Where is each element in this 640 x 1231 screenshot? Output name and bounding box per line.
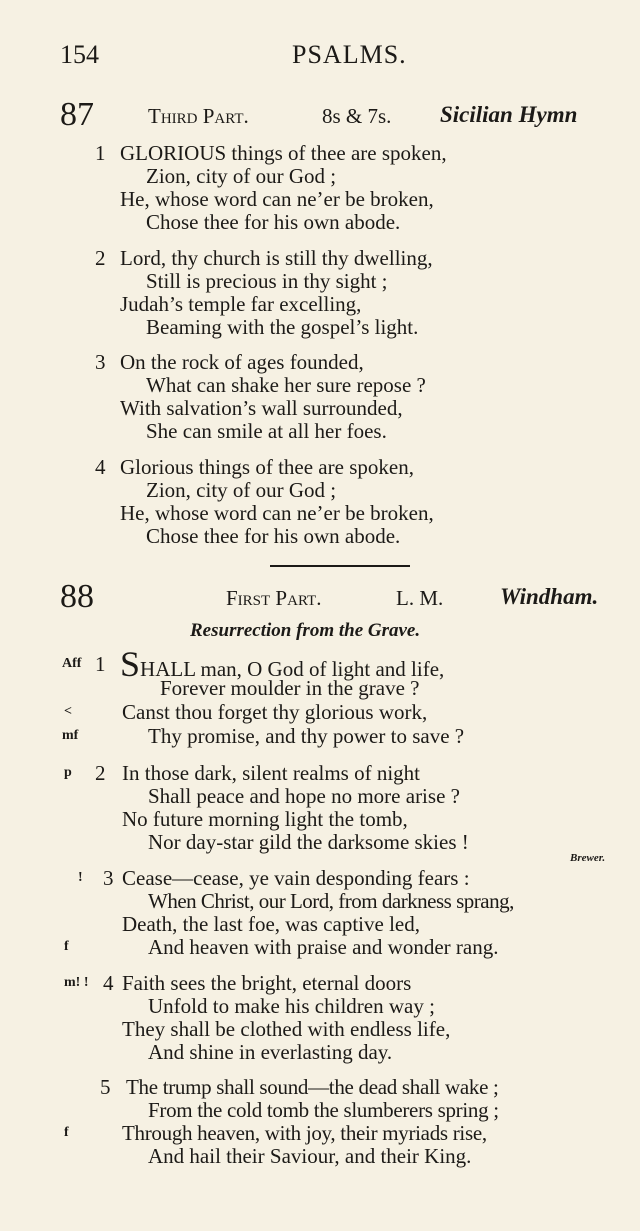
verse-line: They shall be clothed with endless life, <box>122 1017 451 1041</box>
page-number: 154 <box>60 40 99 69</box>
dynamic-mark: mf <box>62 728 79 743</box>
hymn-subtitle: Resurrection from the Grave. <box>190 620 421 641</box>
verse-line: Still is precious in thy sight ; <box>146 269 388 293</box>
verse-line: On the rock of ages founded, <box>120 350 364 374</box>
verse-line: When Christ, our Lord, from darkness sprang, <box>148 889 514 913</box>
verse-line: Shall peace and hope no more arise ? <box>148 784 460 808</box>
verse-number: 3 <box>103 866 114 890</box>
page-title: PSALMS. <box>292 40 407 69</box>
verse-line: Lord, thy church is still thy dwelling, <box>120 246 433 270</box>
dynamic-mark: Aff <box>62 656 82 671</box>
verse-line-text: HALL man, O God of light and life, <box>140 657 445 681</box>
hymn-divider <box>270 565 410 567</box>
verse-line: Canst thou forget thy glorious work, <box>122 700 428 724</box>
verse-number: 2 <box>95 761 106 785</box>
verse-line: No future morning light the tomb, <box>122 807 408 831</box>
verse-number: 2 <box>95 246 106 270</box>
verse-line: Zion, city of our God ; <box>146 164 337 188</box>
hymn-88-heading <box>60 578 620 614</box>
verse-line: Nor day-star gild the darksome skies ! <box>148 830 469 854</box>
verse-number: 4 <box>103 971 114 995</box>
verse-number: 1 <box>95 652 106 676</box>
verse-line: She can smile at all her foes. <box>146 419 387 443</box>
verse-number: 3 <box>95 350 106 374</box>
verse-line: What can shake her sure repose ? <box>146 373 426 397</box>
dynamic-mark: m! ! <box>64 975 89 990</box>
verse-line: Forever moulder in the grave ? <box>160 676 420 700</box>
dynamic-mark: < <box>64 704 72 719</box>
hymn-87-heading <box>60 96 620 132</box>
verse-line: He, whose word can ne’er be broken, <box>120 501 434 525</box>
dynamic-mark: ! <box>78 870 83 885</box>
verse-line: Thy promise, and thy power to save ? <box>148 724 465 748</box>
verse-number: 1 <box>95 141 106 165</box>
hymn-meter: 8s & 7s. <box>322 104 392 128</box>
dynamic-mark: f <box>64 1125 69 1140</box>
hymn-tune: Windham. <box>500 584 599 609</box>
page-header <box>60 40 580 74</box>
verse-line: Judah’s temple far excelling, <box>120 292 362 316</box>
hymn-meter: L. M. <box>396 586 444 610</box>
verse-line: Chose thee for his own abode. <box>146 210 401 234</box>
verse-line: The trump shall sound—the dead shall wake ; <box>126 1075 499 1099</box>
verse-line: From the cold tomb the slumberers spring ; <box>148 1098 499 1122</box>
hymn-tune: Sicilian Hymn <box>440 102 578 127</box>
verse-number: 4 <box>95 455 106 479</box>
verse-line: In those dark, silent realms of night <box>122 761 421 785</box>
verse-line: Cease—cease, ye vain desponding fears : <box>122 866 470 890</box>
verse-line: Faith sees the bright, eternal doors <box>122 971 412 995</box>
hymn-number: 88 <box>60 578 94 615</box>
verse-line: He, whose word can ne’er be broken, <box>120 187 434 211</box>
verse-line: Beaming with the gospel’s light. <box>146 315 419 339</box>
hymn-part: First Part. <box>226 586 322 610</box>
verse-line: Death, the last foe, was captive led, <box>122 912 420 936</box>
verse-line: Glorious things of thee are spoken, <box>120 455 414 479</box>
composer-credit: Brewer. <box>570 852 606 864</box>
verse-line: Through heaven, with joy, their myriads rise, <box>122 1121 487 1145</box>
verse-line: GLORIOUS things of thee are spoken, <box>120 141 447 165</box>
verse-line: And shine in everlasting day. <box>148 1040 393 1064</box>
verse-number: 5 <box>100 1075 111 1099</box>
hymn-part: Third Part. <box>148 104 249 128</box>
verse-line: Zion, city of our God ; <box>146 478 337 502</box>
drop-cap: S <box>120 644 141 684</box>
verse-line: With salvation’s wall surrounded, <box>120 396 403 420</box>
verse-line: And heaven with praise and wonder rang. <box>148 935 499 959</box>
dynamic-mark: p <box>64 765 72 780</box>
hymn-number: 87 <box>60 96 94 133</box>
verse-line: And hail their Saviour, and their King. <box>148 1144 472 1168</box>
verse-line: Unfold to make his children way ; <box>148 994 435 1018</box>
verse-line: Chose thee for his own abode. <box>146 524 401 548</box>
dynamic-mark: f <box>64 939 69 954</box>
